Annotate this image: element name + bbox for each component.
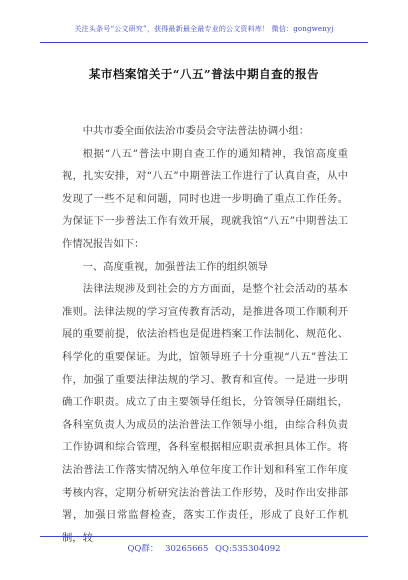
footer-contact: QQ群： 30265665 QQ:535304092 [127,544,281,554]
header-divider [40,42,368,43]
document-body [62,120,348,549]
paragraph-intro: 根据“八五”普法中期自查工作的通知精神，我馆高度重视，扎实安排，对“八五”中期普法工作进行了认真自查，从中发现了一些不足和问题，同时也进一步明确了重点工作任务。为保证下一步普法工作有效开展，现就我馆“八五”中期普法工作情况报告如下： [62,147,348,250]
footer-divider [40,536,368,537]
document-title: 某市档案馆关于“八五”普法中期自查的报告 [88,67,320,81]
header-banner: 关注头条号“公文研究”，获得最新最全最专业的公文资料库！ 微信：gongwenyj [74,25,334,33]
salutation: 中共市委全面依法治市委员会守法普法协调小组： [82,125,310,137]
paragraph-section-1: 法律法规涉及到社会的方方面面，是整个社会活动的基本准则。法律法规的学习宣传教育活动，是推进各项工作顺利开展的重要前提，依法治档也是促进档案工作法制化、规范化、科学化的重要保证。为此，馆领导班子十分重视“八五”普法工作，加强了重要法律法规的学习、教育和宣传。一是进一步明确工作职责。成立了由主要领导任组长，分管领导任副组长，各科室负责人为成员的法治普法工作领导小组，由综合科负责工作协调和综合管理，各科室根据相应职责承担具体工作。将法治普法工作落实情况纳入单位年度工作计划和科室工作年度考核内容，定期分析研究法治普法工作形势，及时作出安排部署，加强日常监督检查，落实工作责任，形成了良好工作机制，较 [62,283,348,544]
section-heading-1: 一、高度重视，加强普法工作的组织领导 [82,260,268,273]
